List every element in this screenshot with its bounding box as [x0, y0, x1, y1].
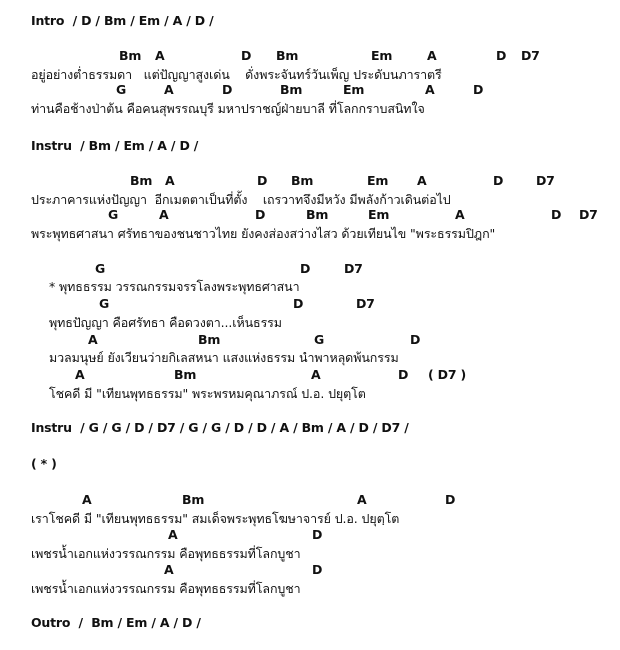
chord-symbol: Bm — [198, 332, 221, 347]
chord-symbol: A — [164, 82, 174, 97]
intro-chord-progression: Intro / D / Bm / Em / A / D / — [31, 13, 214, 28]
chord-symbol: D — [473, 82, 484, 97]
chord-symbol: Em — [367, 173, 389, 188]
lyric-line: เพชรน้ำเอกแห่งวรรณกรรม คือพุทธธรรมที่โลกบูชา — [31, 581, 301, 596]
lyric-line: ท่านคือช้างป่าต้น คือคนสุพรรณบุรี มหาปราชญ์ฝ่ายบาลี ที่โลกกราบสนิทใจ — [31, 101, 425, 116]
chord-symbol: D — [257, 173, 268, 188]
chord-symbol: A — [164, 562, 174, 577]
chord-symbol: D — [398, 367, 409, 382]
chord-symbol: D — [300, 261, 311, 276]
chord-symbol: A — [417, 173, 427, 188]
chord-symbol: G — [95, 261, 106, 276]
chord-symbol: G — [99, 296, 110, 311]
chord-symbol: D7 — [356, 296, 375, 311]
chord-symbol: Em — [371, 48, 393, 63]
chord-symbol: A — [357, 492, 367, 507]
chord-symbol: D — [312, 527, 323, 542]
chord-symbol: A — [155, 48, 165, 63]
instrumental-chord-progression: Instru / Bm / Em / A / D / — [31, 138, 199, 153]
chord-symbol: D — [293, 296, 304, 311]
chord-symbol: D — [493, 173, 504, 188]
chord-symbol: D — [551, 207, 562, 222]
chord-symbol: D — [241, 48, 252, 63]
chord-symbol: Em — [368, 207, 390, 222]
chord-symbol: D — [445, 492, 456, 507]
lyric-line: พุทธปัญญา คือศรัทธา คือดวงตา...เห็นธรรม — [49, 315, 282, 330]
lyric-line: พระพุทธศาสนา ศรัทธาของชนชาวไทย ยังคงส่องสว่างไสว ด้วยเทียนไข "พระธรรมปิฎก" — [31, 226, 496, 241]
chord-symbol: D — [255, 207, 266, 222]
chord-symbol: A — [159, 207, 169, 222]
repeat-chorus-marker: ( * ) — [31, 456, 57, 471]
chord-symbol: D — [222, 82, 233, 97]
chord-symbol: D7 — [536, 173, 555, 188]
chord-symbol: Bm — [291, 173, 314, 188]
chord-symbol: ( D7 ) — [428, 367, 467, 382]
chord-symbol: Bm — [280, 82, 303, 97]
chord-symbol: G — [116, 82, 127, 97]
chord-symbol: A — [425, 82, 435, 97]
lyric-line: * พุทธธรรม วรรณกรรมจรรโลงพระพุทธศาสนา — [49, 279, 300, 294]
chord-symbol: G — [108, 207, 119, 222]
chord-symbol: D7 — [344, 261, 363, 276]
chord-symbol: A — [88, 332, 98, 347]
chord-symbol: D7 — [521, 48, 540, 63]
chord-symbol: A — [75, 367, 85, 382]
instrumental-chord-progression-2: Instru / G / G / D / D7 / G / G / D / D / A / Bm / A / D / D7 / — [31, 420, 409, 435]
lyric-line: ประภาคารแห่งปัญญา อีกเมตตาเป็นที่ตั้ง เถรวาทจึงมีหวัง มีพลังก้าวเดินต่อไป — [31, 192, 451, 207]
chord-symbol: D — [410, 332, 421, 347]
chord-symbol: A — [165, 173, 175, 188]
lyric-line: อยู่อย่างต่ำธรรมดา แต่ปัญญาสูงเด่น ดั่งพระจันทร์วันเพ็ญ ประดับนภาราตรี — [31, 67, 442, 82]
lyric-line: เพชรน้ำเอกแห่งวรรณกรรม คือพุทธธรรมที่โลกบูชา — [31, 546, 301, 561]
chord-symbol: A — [311, 367, 321, 382]
lyric-line: มวลมนุษย์ ยังเวียนว่ายกิเลสหนา แสงแห่งธรรม นำพาหลุดพ้นกรรม — [49, 350, 399, 365]
chord-symbol: A — [427, 48, 437, 63]
lyric-line: โชคดี มี "เทียนพุทธธรรม" พระพรหมคุณาภรณ์ ป.อ. ปยุตฺโต — [49, 386, 366, 401]
lyric-line: เราโชคดี มี "เทียนพุทธธรรม" สมเด็จพระพุทธโฆษาจารย์ ป.อ. ปยุตฺโต — [31, 511, 400, 526]
chord-symbol: G — [314, 332, 325, 347]
chord-symbol: A — [168, 527, 178, 542]
chord-symbol: D7 — [579, 207, 598, 222]
chord-symbol: Bm — [182, 492, 205, 507]
chord-symbol: Bm — [306, 207, 329, 222]
outro-chord-progression: Outro / Bm / Em / A / D / — [31, 615, 201, 630]
chord-symbol: Em — [343, 82, 365, 97]
chord-symbol: A — [455, 207, 465, 222]
chord-symbol: Bm — [130, 173, 153, 188]
chord-symbol: D — [496, 48, 507, 63]
chord-symbol: D — [312, 562, 323, 577]
chord-symbol: Bm — [119, 48, 142, 63]
chord-symbol: Bm — [276, 48, 299, 63]
chord-symbol: A — [82, 492, 92, 507]
chord-symbol: Bm — [174, 367, 197, 382]
